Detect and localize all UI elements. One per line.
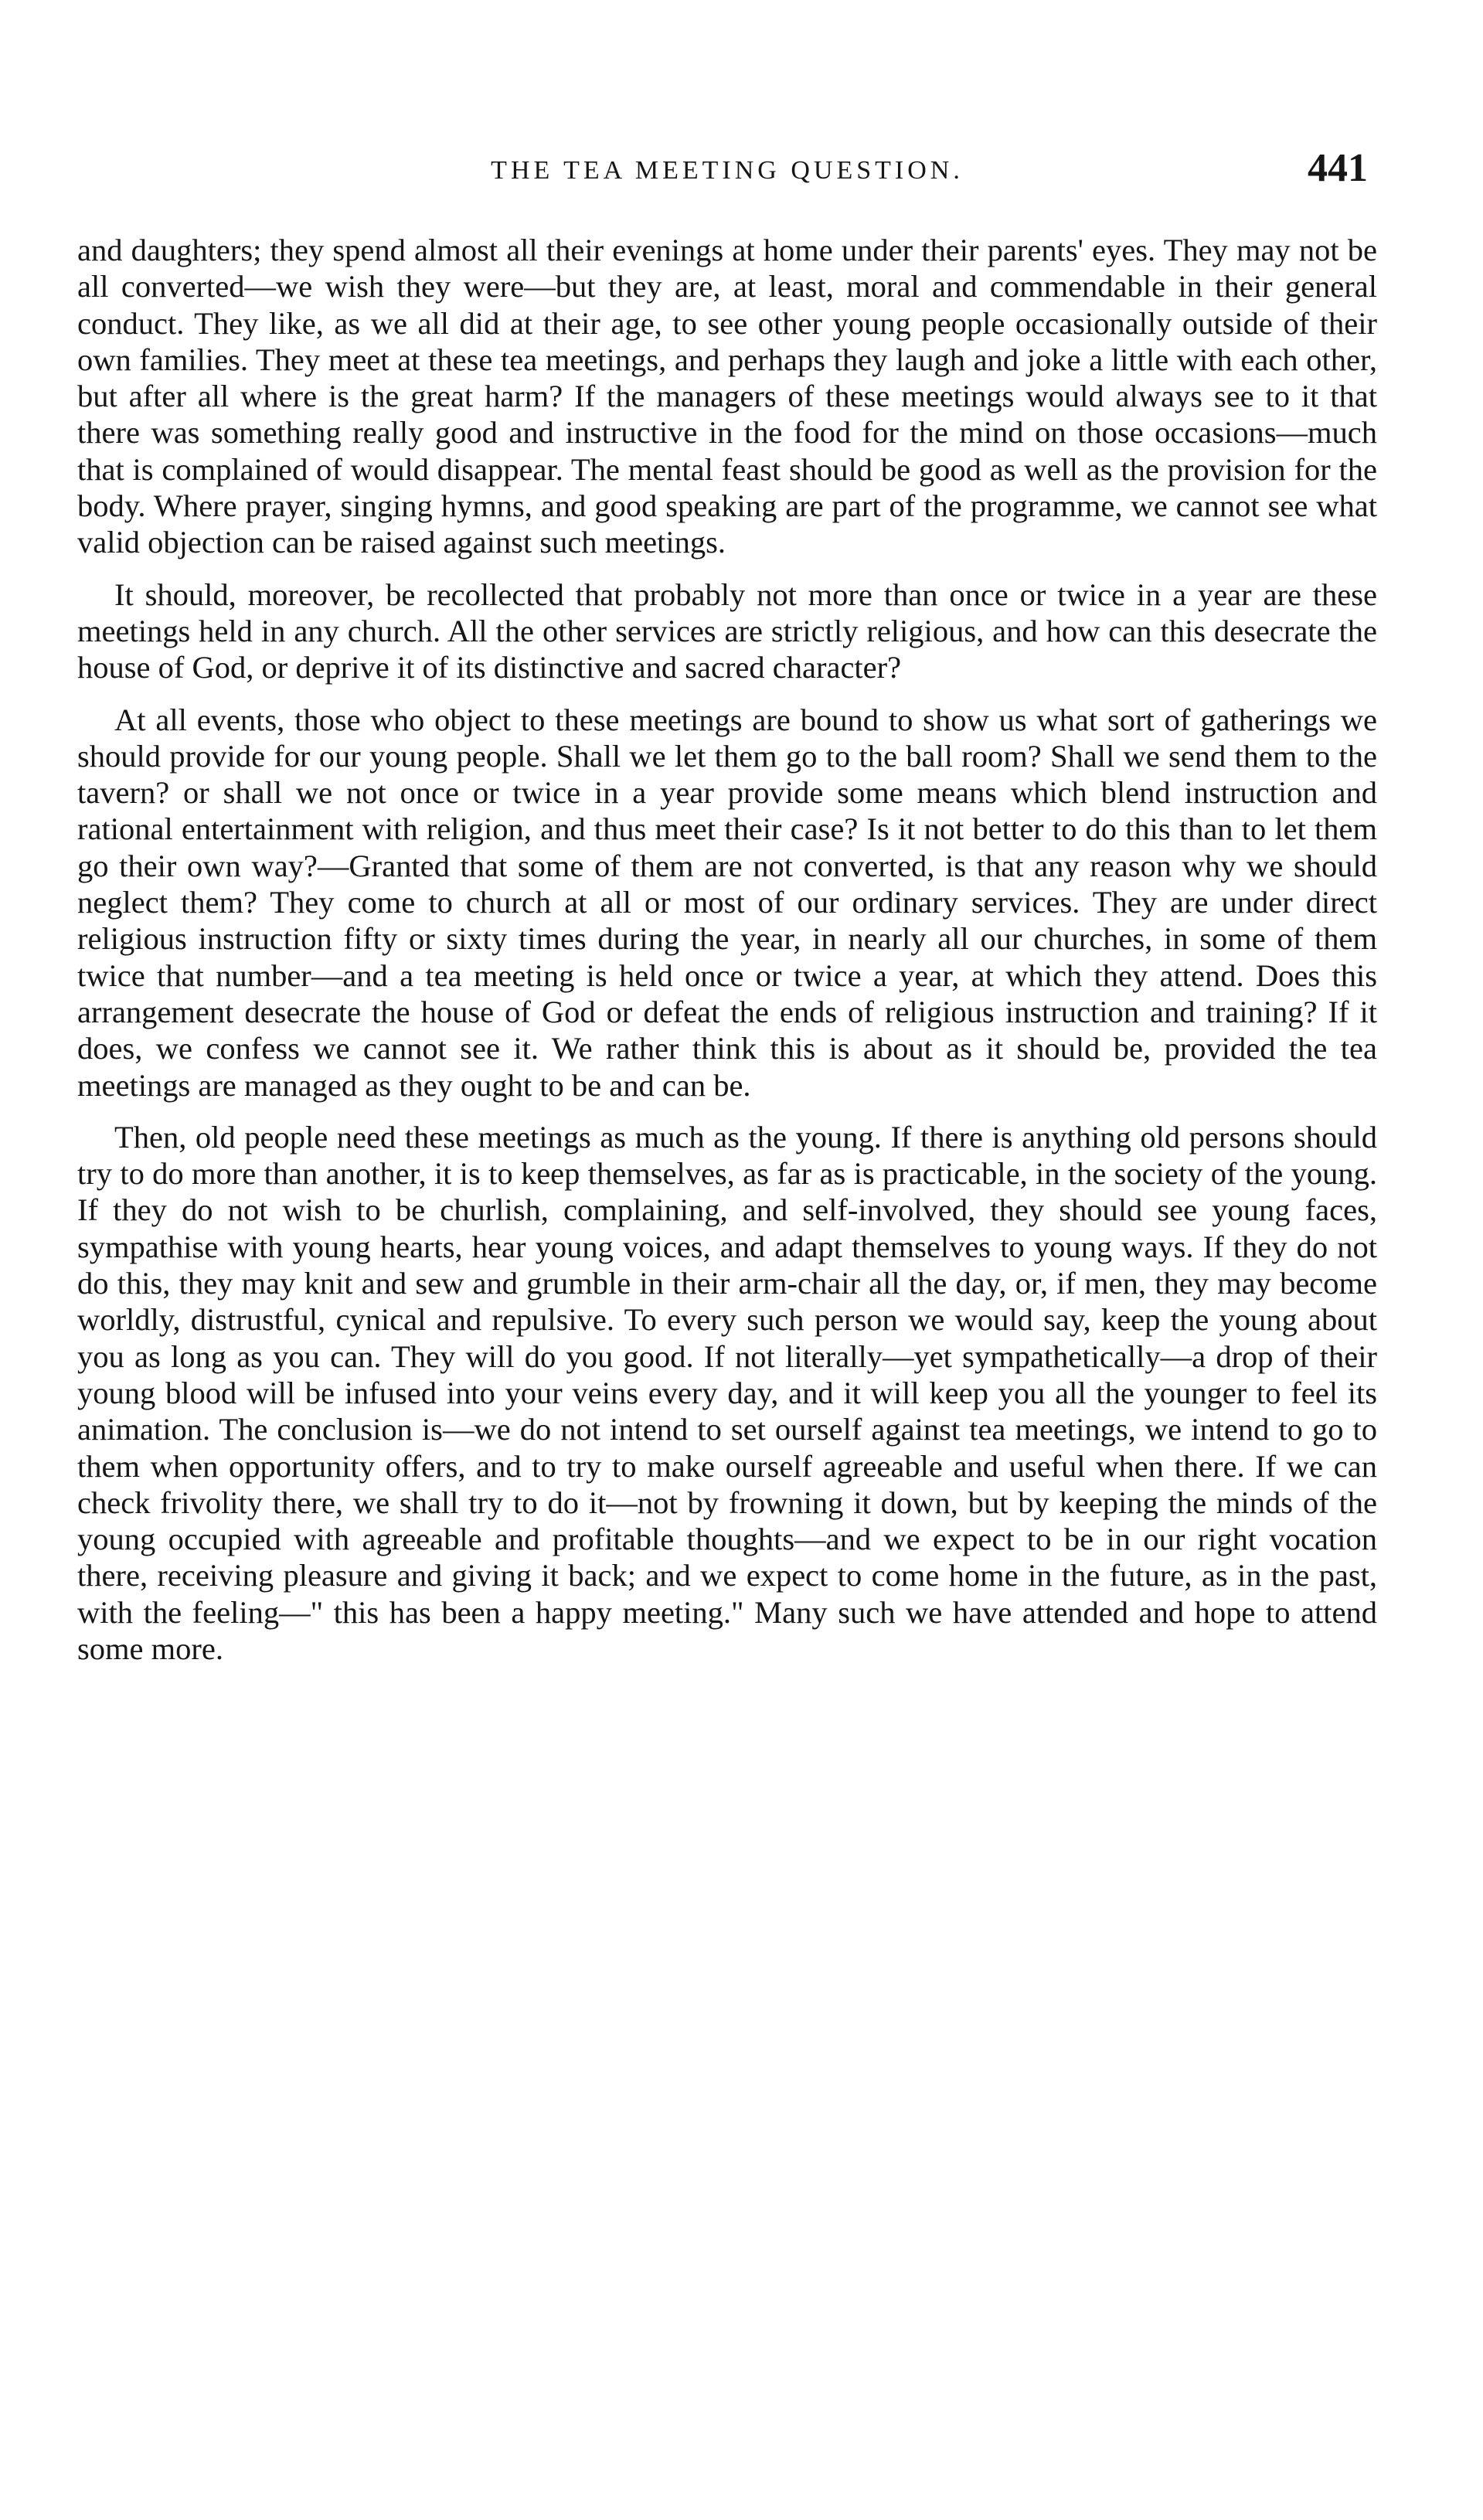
page-number: 441 [1308,146,1368,190]
paragraph-continuation: and daughters; they spend almost all their evenings at home under their parents' eyes. They may not be all converted—we wish they were—but they are, at least, moral and commendable in their general conduct. They like, as we all did at their age, to see other young people occasionally outside of their own families. They meet at these tea meetings, and perhaps they laugh and joke a little with each other, but after all where is the great harm? If the managers of these meetings would always see to it that there was something really good and instructive in the food for the mind on those occasions—much that is complained of would disappear. The mental feast should be good as well as the provision for the body. Where prayer, singing hymns, and good speaking are part of the programme, we cannot see what valid objection can be raised against such meetings. [77,233,1377,560]
running-head [77,145,1377,199]
running-title: THE TEA MEETING QUESTION. [491,156,964,185]
paragraph: Then, old people need these meetings as much as the young. If there is anything old persons should try to do more than another, it is to keep themselves, as far as is practicable, in the society of the young. If they do not wish to be churlish, complaining, and self-involved, they should see young faces, sympathise with young hearts, hear young voices, and adapt themselves to young ways. If they do not do this, they may knit and sew and grumble in their arm-chair all the day, or, if men, they may become worldly, distrustful, cynical and repulsive. To every such person we would say, keep the young about you as long as you can. They will do you good. If not literally—yet sympathetically—a drop of their young blood will be infused into your veins every day, and it will keep you all the younger to feel its animation. The conclusion is—we do not intend to set ourself against tea meetings, we intend to go to them when opportunity offers, and to try to make ourself agreeable and useful when there. If we can check frivolity there, we shall try to do it—not by frowning it down, but by keeping the minds of the young occupied with agreeable and profitable thoughts—and we expect to be in our right vocation there, receiving pleasure and giving it back; and we expect to come home in the future, as in the past, with the feeling—" this has been a happy meeting." Many such we have attended and hope to attend some more. [77,1119,1377,1666]
body-text [77,232,1377,1682]
paragraph: At all events, those who object to these meetings are bound to show us what sort of gatherings we should provide for our young people. Shall we let them go to the ball room? Shall we send them to the tavern? or shall we not once or twice in a year provide some means which blend instruction and rational entertainment with religion, and thus meet their case? Is it not better to do this than to let them go their own way?—Granted that some of them are not converted, is that any reason why we should neglect them? They come to church at all or most of our ordinary services. They are under direct religious instruction fifty or sixty times during the year, in nearly all our churches, in some of them twice that number—and a tea meeting is held once or twice a year, at which they attend. Does this arrangement desecrate the house of God or defeat the ends of religious instruction and training? If it does, we confess we cannot see it. We rather think this is about as it should be, provided the tea meetings are managed as they ought to be and can be. [77,702,1377,1103]
paragraph: It should, moreover, be recollected that probably not more than once or twice in a year are these meetings held in any church. All the other services are strictly religious, and how can this desecrate the house of God, or deprive it of its distinctive and sacred character? [77,576,1377,685]
